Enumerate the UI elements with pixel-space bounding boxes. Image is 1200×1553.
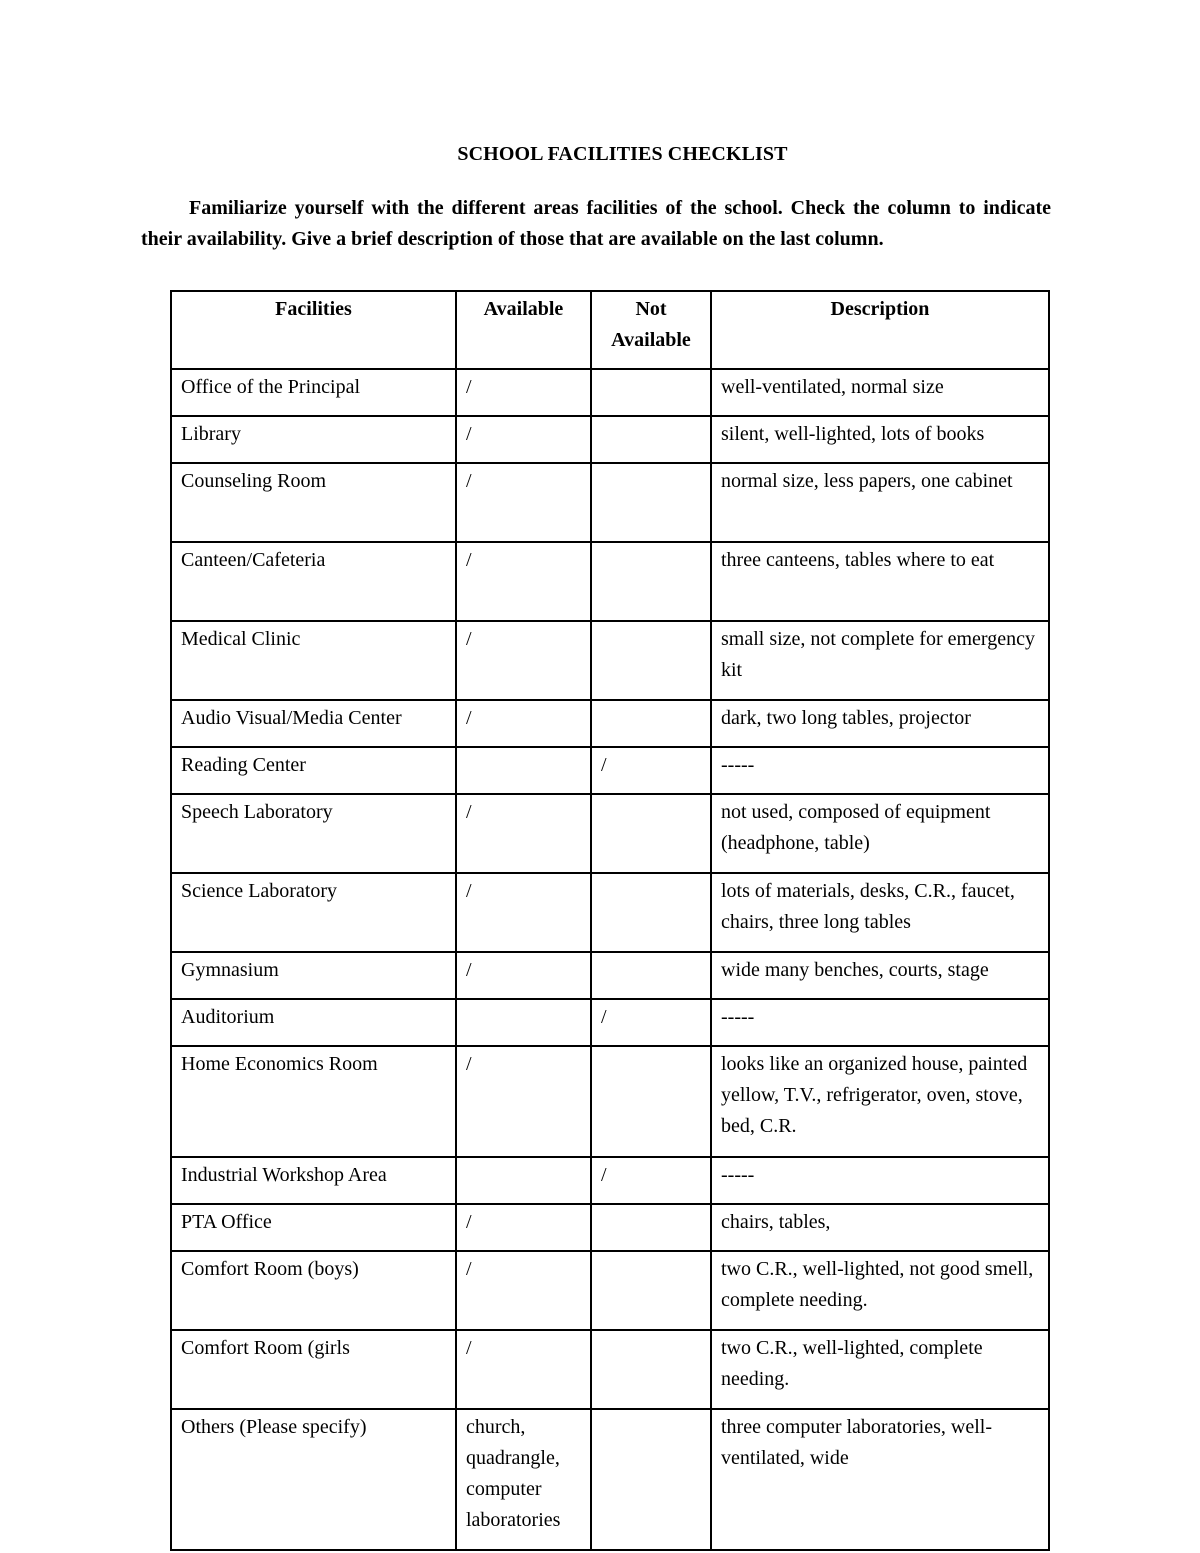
available-cell: / (456, 952, 591, 999)
not-available-cell (591, 542, 711, 621)
description-cell: three canteens, tables where to eat (711, 542, 1049, 621)
table-row (171, 999, 1049, 1046)
not-available-cell (591, 621, 711, 700)
description-cell: two C.R., well-lighted, complete needing. (711, 1330, 1049, 1409)
table-row (171, 952, 1049, 999)
table-row (171, 416, 1049, 463)
description-cell: lots of materials, desks, C.R., faucet, chairs, three long tables (711, 873, 1049, 952)
facility-cell: PTA Office (171, 1204, 456, 1251)
table-row (171, 621, 1049, 700)
not-available-cell: / (591, 747, 711, 794)
not-available-cell: / (591, 1157, 711, 1204)
not-available-cell (591, 1330, 711, 1409)
not-available-cell (591, 700, 711, 747)
header-available: Available (456, 291, 591, 369)
facility-cell: Comfort Room (girls (171, 1330, 456, 1409)
available-cell: / (456, 1204, 591, 1251)
not-available-cell (591, 1046, 711, 1157)
table-row (171, 369, 1049, 416)
facility-cell: Comfort Room (boys) (171, 1251, 456, 1330)
header-facilities: Facilities (171, 291, 456, 369)
facility-cell: Library (171, 416, 456, 463)
not-available-cell (591, 873, 711, 952)
available-cell: / (456, 1330, 591, 1409)
not-available-cell (591, 369, 711, 416)
facility-cell: Gymnasium (171, 952, 456, 999)
table-row (171, 700, 1049, 747)
available-cell (456, 1157, 591, 1204)
description-cell: well-ventilated, normal size (711, 369, 1049, 416)
table-header-row (171, 291, 1049, 369)
facility-cell: Speech Laboratory (171, 794, 456, 873)
facility-cell: Canteen/Cafeteria (171, 542, 456, 621)
facility-cell: Reading Center (171, 747, 456, 794)
description-cell: three computer laboratories, well-ventilated, wide (711, 1409, 1049, 1550)
facility-cell: Auditorium (171, 999, 456, 1046)
instructions-paragraph: Familiarize yourself with the different areas facilities of the school. Check the column to indicate their availability. Give a brief description of those that are available on the last column. (141, 197, 1051, 250)
not-available-cell (591, 1204, 711, 1251)
description-cell: ----- (711, 999, 1049, 1046)
facility-cell: Others (Please specify) (171, 1409, 456, 1550)
facility-cell: Industrial Workshop Area (171, 1157, 456, 1204)
available-cell: / (456, 621, 591, 700)
description-cell: silent, well-lighted, lots of books (711, 416, 1049, 463)
table-row (171, 1330, 1049, 1409)
header-description: Description (711, 291, 1049, 369)
description-cell: dark, two long tables, projector (711, 700, 1049, 747)
table-row (171, 1251, 1049, 1330)
available-cell: church, quadrangle, computer laboratories (456, 1409, 591, 1550)
available-cell: / (456, 542, 591, 621)
available-cell: / (456, 463, 591, 542)
table-row (171, 873, 1049, 952)
table-row (171, 1204, 1049, 1251)
available-cell: / (456, 1251, 591, 1330)
table-row (171, 1046, 1049, 1157)
description-cell: wide many benches, courts, stage (711, 952, 1049, 999)
description-cell: ----- (711, 1157, 1049, 1204)
facility-cell: Home Economics Room (171, 1046, 456, 1157)
available-cell (456, 999, 591, 1046)
table-row (171, 1157, 1049, 1204)
facility-cell: Science Laboratory (171, 873, 456, 952)
page-title: SCHOOL FACILITIES CHECKLIST (457, 143, 788, 165)
not-available-cell (591, 416, 711, 463)
description-cell: ----- (711, 747, 1049, 794)
facilities-checklist-table (170, 290, 1050, 1551)
description-cell: looks like an organized house, painted yellow, T.V., refrigerator, oven, stove, bed, C.R. (711, 1046, 1049, 1157)
facility-cell: Audio Visual/Media Center (171, 700, 456, 747)
description-cell: not used, composed of equipment (headphone, table) (711, 794, 1049, 873)
available-cell: / (456, 1046, 591, 1157)
facility-cell: Medical Clinic (171, 621, 456, 700)
description-cell: small size, not complete for emergency kit (711, 621, 1049, 700)
not-available-cell (591, 952, 711, 999)
available-cell: / (456, 369, 591, 416)
available-cell: / (456, 700, 591, 747)
facility-cell: Counseling Room (171, 463, 456, 542)
not-available-cell: / (591, 999, 711, 1046)
not-available-cell (591, 1409, 711, 1550)
available-cell: / (456, 416, 591, 463)
not-available-cell (591, 794, 711, 873)
available-cell (456, 747, 591, 794)
description-cell: normal size, less papers, one cabinet (711, 463, 1049, 542)
table-row (171, 747, 1049, 794)
not-available-cell (591, 1251, 711, 1330)
description-cell: two C.R., well-lighted, not good smell, complete needing. (711, 1251, 1049, 1330)
table-row (171, 463, 1049, 542)
available-cell: / (456, 794, 591, 873)
not-available-cell (591, 463, 711, 542)
facility-cell: Office of the Principal (171, 369, 456, 416)
table-row (171, 1409, 1049, 1550)
description-cell: chairs, tables, (711, 1204, 1049, 1251)
table-row (171, 794, 1049, 873)
header-not-available: Not Available (591, 291, 711, 369)
table-row (171, 542, 1049, 621)
available-cell: / (456, 873, 591, 952)
